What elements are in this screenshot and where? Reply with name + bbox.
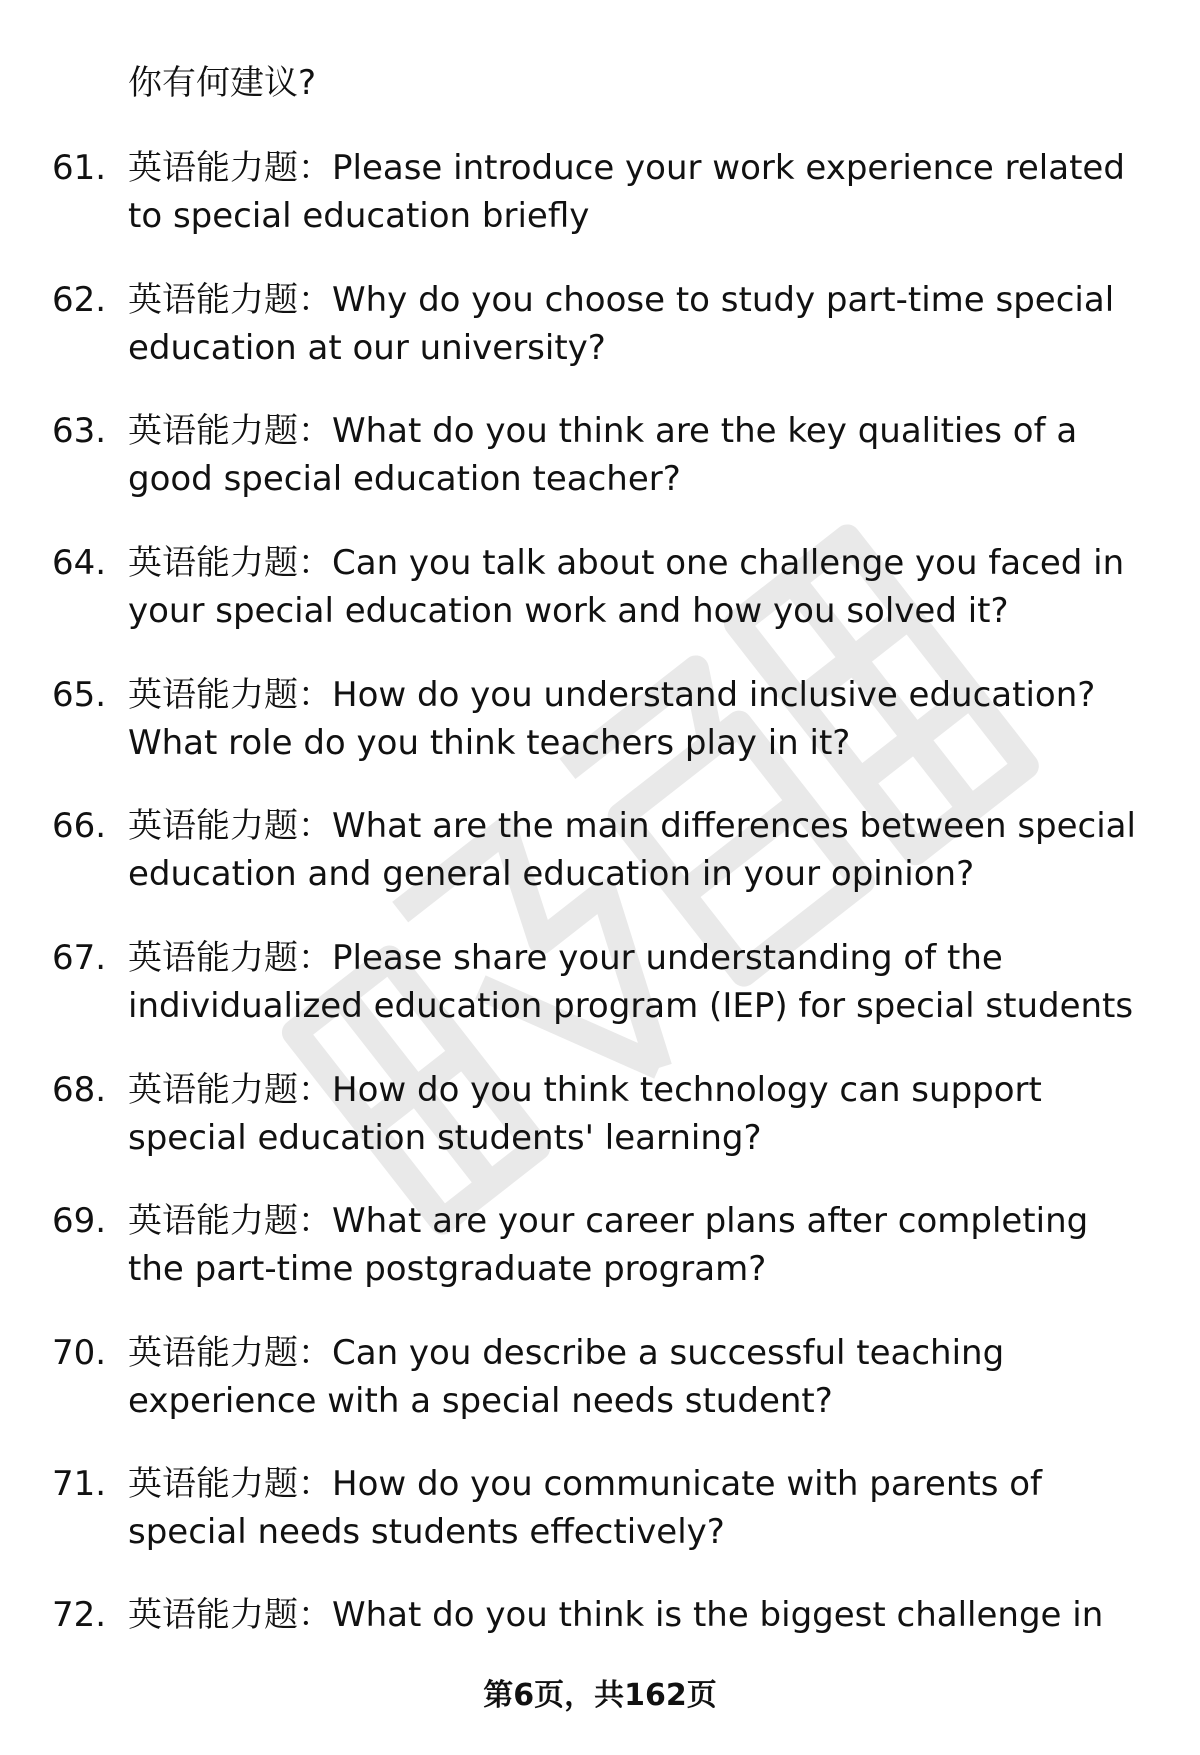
question-text-line: 英语能力题：How do you communicate with parents of xyxy=(128,1464,1042,1504)
question-text-line: the part-time postgraduate program? xyxy=(128,1249,767,1289)
question-number: 68. xyxy=(52,1070,107,1110)
question-text-line: education at our university? xyxy=(128,328,606,368)
question-text-line: 英语能力题：What are the main differences between special xyxy=(128,806,1136,846)
question-text-line: 英语能力题：What do you think is the biggest challenge in xyxy=(128,1595,1104,1635)
question-number: 64. xyxy=(52,543,107,583)
question-number: 71. xyxy=(52,1464,107,1504)
question-text-line: 英语能力题：Can you describe a successful teaching xyxy=(128,1333,1005,1373)
question-text-line: to special education briefly xyxy=(128,196,590,236)
question-text-line: special needs students effectively? xyxy=(128,1512,725,1552)
question-text-line: individualized education program (IEP) for special students xyxy=(128,986,1134,1026)
continued-question-text: 你有何建议? xyxy=(128,63,317,103)
question-text-line: special education students' learning? xyxy=(128,1118,762,1158)
question-number: 66. xyxy=(52,806,107,846)
question-text-line: 英语能力题：What are your career plans after completing xyxy=(128,1201,1089,1241)
question-number: 72. xyxy=(52,1595,107,1635)
question-number: 65. xyxy=(52,675,107,715)
question-text-line: 英语能力题：How do you think technology can support xyxy=(128,1070,1042,1110)
question-number: 62. xyxy=(52,280,107,320)
question-text-line: 英语能力题：How do you understand inclusive education? xyxy=(128,675,1096,715)
question-number: 70. xyxy=(52,1333,107,1373)
question-text-line: 英语能力题：Please introduce your work experience related xyxy=(128,148,1125,188)
question-number: 69. xyxy=(52,1201,107,1241)
question-text-line: What role do you think teachers play in it? xyxy=(128,723,851,763)
question-number: 61. xyxy=(52,148,107,188)
question-text-line: 英语能力题：Please share your understanding of the xyxy=(128,938,1003,978)
question-text-line: good special education teacher? xyxy=(128,459,681,499)
question-text-line: 英语能力题：Why do you choose to study part-time special xyxy=(128,280,1115,320)
question-text-line: 英语能力题：What do you think are the key qualities of a xyxy=(128,411,1078,451)
question-text-line: your special education work and how you solved it? xyxy=(128,591,1009,631)
question-text-line: 英语能力题：Can you talk about one challenge you faced in xyxy=(128,543,1125,583)
question-number: 67. xyxy=(52,938,107,978)
page-number-footer: 第6页，共162页 xyxy=(483,1678,717,1713)
question-text-line: education and general education in your opinion? xyxy=(128,854,975,894)
question-number: 63. xyxy=(52,411,107,451)
question-text-line: experience with a special needs student? xyxy=(128,1381,833,1421)
